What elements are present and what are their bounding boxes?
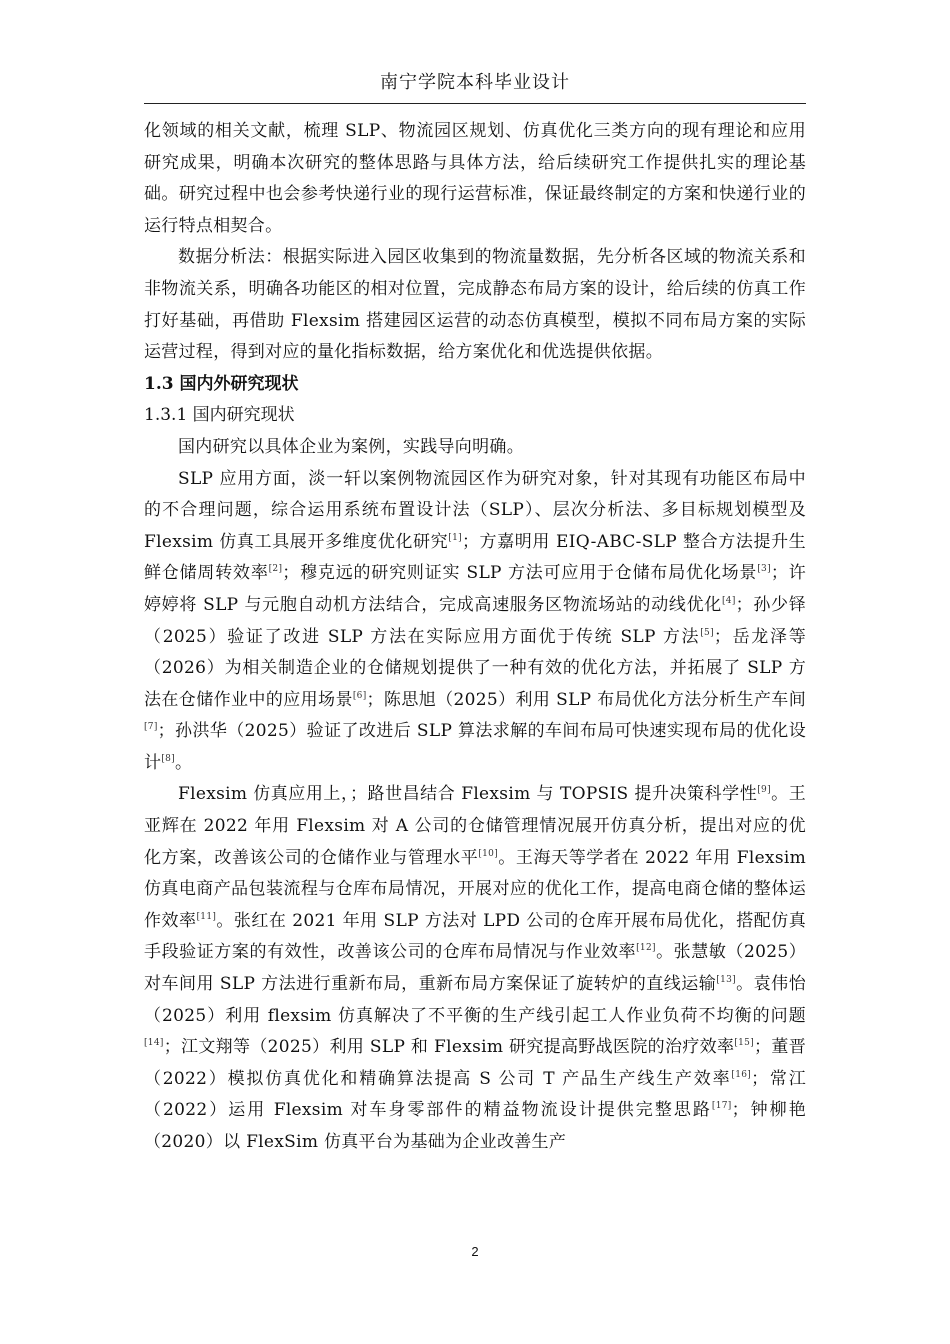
citation-ref: [16] — [731, 1069, 752, 1080]
citation-ref: [17] — [711, 1101, 732, 1112]
text-run: 。张慧敏（2025）对车间用 SLP 方法进行重新布局，重新布局方案保证了旋转炉的直线运输 — [144, 942, 807, 995]
citation-ref: [11] — [196, 911, 217, 922]
paragraph-literature: 化领域的相关文献，梳理 SLP、物流园区规划、仿真优化三类方向的现有理论和应用研究成果，明确本次研究的整体思路与具体方法，给后续研究工作提供扎实的理论基础。研究过程中也会参考快递行业的现行运营标准，保证最终制定的方案和快递行业的运行特点相契合。 — [144, 121, 806, 236]
text-run: 。 — [174, 752, 193, 773]
citation-ref: [15] — [734, 1038, 755, 1049]
text-run: 。王亚辉在 2022 年用 Flexsim 对 A 公司的仓储管理情况展开仿真分析，提出对应的优化方案，改善该公司的仓储作业与管理水平 — [144, 784, 807, 868]
text-run: 。张红在 2021 年用 SLP 方法对 LPD 公司的仓库开展布局优化，搭配仿真手段验证方案的有效性，改善该公司的仓库布局情况与作业效率 — [144, 910, 807, 963]
citation-ref: [13] — [716, 975, 736, 986]
text-run: ；穆克远的研究则证实 SLP 方法可应用于仓储布局优化场景 — [282, 563, 758, 584]
citation-ref: [4] — [721, 595, 736, 606]
text-run: ；陈思旭（2025）利用 SLP 布局优化方法分析生产车间 — [366, 689, 806, 710]
text-run: ；孙少铎（2025）验证了改进 SLP 方法在实际应用方面优于传统 SLP 方法 — [144, 594, 806, 647]
text-run: 。袁伟怡（2025）利用 flexsim 仿真解决了不平衡的生产线引起工人作业负荷不均衡的问题 — [144, 974, 806, 1026]
text-run: Flexsim 仿真应用上，；路世昌结合 Flexsim 与 TOPSIS 提升决策科学性 — [178, 784, 758, 805]
section-heading: 1.3 国内外研究现状 — [144, 373, 299, 394]
text-run: ；岳龙泽等（2026）为相关制造企业的仓储规划提供了一种有效的优化方法，并拓展了 SLP 方法在仓储作业中的应用场景 — [144, 626, 806, 710]
citation-ref: [7] — [144, 722, 158, 733]
text-run: ；董晋（2022）模拟仿真优化和精确算法提高 S 公司 T 产品生产线生产效率 — [144, 1037, 806, 1089]
page-header: 南宁学院本科毕业设计 — [380, 72, 570, 93]
paragraph-intro: 国内研究以具体企业为案例，实践导向明确。 — [178, 436, 524, 457]
text-run: ；江文翔等（2025）利用 SLP 和 Flexsim 研究提高野战医院的治疗效率 — [163, 1037, 735, 1058]
text-run: ；常江（2022）运用 Flexsim 对车身零部件的精益物流设计提供完整思路 — [144, 1068, 806, 1121]
text-run: ；孙洪华（2025）验证了改进后 SLP 算法求解的车间布局可快速实现布局的优化设计 — [144, 721, 806, 773]
citation-ref: [10] — [478, 848, 499, 859]
citation-ref: [9] — [757, 785, 771, 796]
citation-ref: [12] — [636, 943, 656, 954]
paragraph-slp — [144, 464, 806, 780]
citation-ref: [14] — [144, 1038, 164, 1049]
text-run: ；方嘉明用 EIQ-ABC-SLP 整合方法提升生鲜仓储周转效率 — [144, 531, 806, 584]
text-run: SLP 应用方面，淡一轩以案例物流园区作为研究对象，针对其现有功能区布局中的不合理问题，综合运用系统布置设计法（SLP）、层次分析法、多目标规划模型及 Flexsim 仿真工具展开多维度优化研究 — [144, 468, 806, 552]
citation-ref: [2] — [268, 564, 283, 575]
citation-ref: [3] — [757, 564, 771, 575]
text-run: ；许婷婷将 SLP 与元胞自动机方法结合，完成高速服务区物流场站的动线优化 — [144, 563, 806, 615]
citation-ref: [1] — [448, 532, 462, 543]
header-rule — [144, 103, 806, 104]
citation-ref: [5] — [700, 627, 714, 638]
document-body — [144, 116, 806, 1159]
paragraph-flexsim — [144, 779, 806, 1158]
paragraph-data-analysis: 数据分析法：根据实际进入园区收集到的物流量数据，先分析各区域的物流关系和非物流关系，明确各功能区的相对位置，完成静态布局方案的设计，给后续的仿真工作打好基础，再借助 Flexsim 搭建园区运营的动态仿真模型，模拟不同布局方案的实际运营过程，得到对应的量化指标数据，给方案优化和优选提供依据。 — [144, 247, 806, 363]
subsection-heading: 1.3.1 国内研究现状 — [144, 405, 295, 426]
citation-ref: [8] — [161, 753, 175, 764]
text-run: 。王海天等学者在 2022 年用 Flexsim 仿真电商产品包装流程与仓库布局情况，开展对应的优化工作，提高电商仓储的整体运作效率 — [144, 847, 806, 931]
citation-ref: [6] — [352, 690, 367, 701]
text-run: ；钟柳艳（2020）以 FlexSim 仿真平台为基础为企业改善生产 — [144, 1100, 806, 1152]
page-number: 2 — [471, 1244, 479, 1259]
